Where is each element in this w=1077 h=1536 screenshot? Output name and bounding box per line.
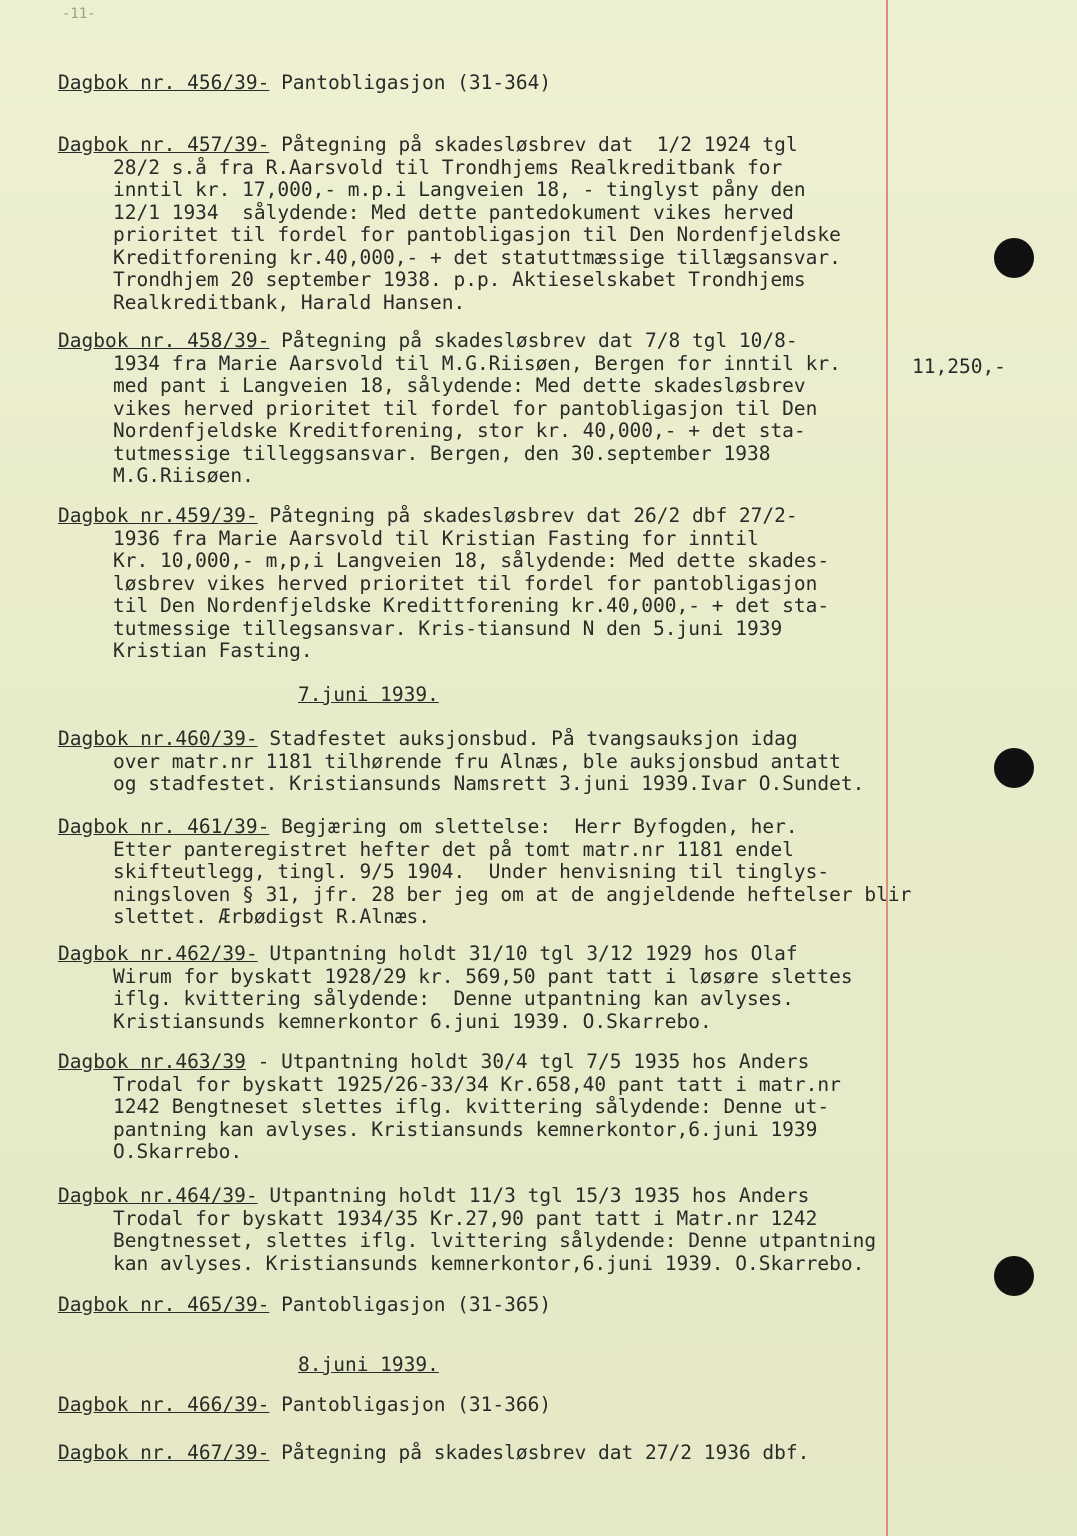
entry-line: 1934 fra Marie Aarsvold til M.G.Riisøen, Bergen for inntil kr. [113,351,841,375]
entry-line: tutmessige tillegsansvar. Kris-tiansund N den 5.juni 1939 [113,616,783,640]
entry-line: Kreditforening kr.40,000,- + det statuttmæssige tillægsansvar. [113,245,841,269]
entry-line: pantning kan avlyses. Kristiansunds kemnerkontor,6.juni 1939 [113,1117,818,1141]
margin-amount: 11,250,- [912,355,1006,378]
ledger-entry [58,72,938,95]
entry-line: Trondhjem 20 september 1938. p.p. Aktieselskabet Trondhjems [113,268,806,291]
entry-line [58,505,938,528]
entry-line [58,816,938,839]
entry-line: iflg. kvittering sålydende: Denne utpantning kan avlyses. [113,987,794,1010]
entry-line: inntil kr. 17,000,- m.p.i Langveien 18, - tinglyst påny den [113,178,806,201]
entry-line: Wirum for byskatt 1928/29 kr. 569,50 pant tatt i løsøre slettes [113,964,853,988]
entry-text: Pantobligasjon (31-366) [269,1393,552,1416]
entry-reference: Dagbok nr. 465/39- [58,1293,270,1316]
entry-line: kan avlyses. Kristiansunds kemnerkontor,6.juni 1939. O.Skarrebo. [113,1251,865,1275]
entry-reference: Dagbok nr. 461/39- [58,815,270,838]
ledger-entry [58,816,938,929]
entry-line: 28/2 s.å fra R.Aarsvold til Trondhjems Realkreditbank for [113,155,783,179]
entry-line: løsbrev vikes herved prioritet til fordel for pantobligasjon [113,571,818,595]
entry-line: skifteutlegg, tingl. 9/5 1904. Under henvisning til tinglys- [113,860,830,883]
entry-line: 1242 Bengtneset slettes iflg. kvittering sålydende: Denne ut- [113,1095,830,1118]
entry-line: slettet. Ærbødigst R.Alnæs. [113,905,430,928]
entry-reference: Dagbok nr.462/39- [58,942,258,965]
corner-mark: -11- [62,6,96,22]
entry-line: vikes herved prioritet til fordel for pantobligasjon til Den [113,396,818,420]
entry-line: M.G.Riisøen. [113,464,254,487]
entry-line: Nordenfjeldske Kreditforening, stor kr. 40,000,- + det sta- [113,419,806,442]
entry-line: over matr.nr 1181 tilhørende fru Alnæs, ble auksjonsbud antatt [113,749,841,773]
entry-reference: Dagbok nr.459/39- [58,504,258,527]
entry-line [58,1394,938,1417]
entry-reference: Dagbok nr.464/39- [58,1184,258,1207]
entry-reference: Dagbok nr.463/39 [58,1050,246,1073]
entry-line: Kr. 10,000,- m,p,i Langveien 18, sålydende: Med dette skades- [113,549,830,572]
ledger-entry [58,1442,938,1465]
entry-text: Pantobligasjon (31-365) [269,1293,552,1316]
entry-reference: Dagbok nr. 457/39- [58,133,270,156]
entry-line: med pant i Langveien 18, sålydende: Med dette skadesløsbrev [113,374,806,397]
ledger-entry [58,728,938,796]
punch-hole [994,748,1034,788]
ledger-entry [58,1185,938,1275]
entry-line: 1936 fra Marie Aarsvold til Kristian Fasting for inntil [113,526,759,550]
entry-line [58,728,938,751]
entry-text: Påtegning på skadesløsbrev dat 27/2 1936 dbf. [269,1441,810,1464]
entry-reference: Dagbok nr. 456/39- [58,71,270,94]
ledger-entry [58,1294,938,1317]
entry-line [58,330,938,353]
ledger-entry [58,134,938,314]
entry-line [58,72,938,95]
entry-line: og stadfestet. Kristiansunds Namsrett 3.juni 1939.Ivar O.Sundet. [113,772,865,795]
date-heading: 7.juni 1939. [298,683,439,706]
entry-text: Begjæring om slettelse: Herr Byfogden, her. [269,815,798,838]
entry-line [58,134,938,157]
entry-line [58,1442,938,1465]
punch-hole [994,1256,1034,1296]
entry-reference: Dagbok nr. 458/39- [58,329,270,352]
ledger-entry [58,330,938,488]
entry-line [58,1185,938,1208]
entry-text: Utpantning holdt 31/10 tgl 3/12 1929 hos Olaf [257,942,798,965]
entry-line: Kristian Fasting. [113,639,313,662]
entry-line [58,1051,938,1074]
entry-line [58,943,938,966]
entry-text: Påtegning på skadesløsbrev dat 1/2 1924 tgl [269,133,798,156]
entry-reference: Dagbok nr.460/39- [58,727,258,750]
entry-line: O.Skarrebo. [113,1140,243,1163]
entry-line: til Den Nordenfjeldske Kredittforening kr.40,000,- + det sta- [113,594,830,617]
ledger-entry [58,1394,938,1417]
entry-text: - Utpantning holdt 30/4 tgl 7/5 1935 hos Anders [245,1050,810,1073]
entry-line: Kristiansunds kemnerkontor 6.juni 1939. O.Skarrebo. [113,1009,712,1033]
entry-line: Realkreditbank, Harald Hansen. [113,290,466,314]
entry-text: Påtegning på skadesløsbrev dat 7/8 tgl 10/8- [269,329,798,352]
entry-line: 12/1 1934 sålydende: Med dette pantedokument vikes herved [113,200,794,224]
entry-line: Etter panteregistret hefter det på tomt matr.nr 1181 endel [113,837,794,861]
ledger-entry [58,1051,938,1164]
punch-hole [994,238,1034,278]
entry-text: Påtegning på skadesløsbrev dat 26/2 dbf 27/2- [257,504,798,527]
entry-text: Utpantning holdt 11/3 tgl 15/3 1935 hos Anders [257,1184,810,1207]
entry-line: prioritet til fordel for pantobligasjon til Den Nordenfjeldske [113,223,841,246]
ledger-entry [58,505,938,663]
ledger-entry [58,943,938,1033]
entry-text: Stadfestet auksjonsbud. På tvangsauksjon idag [257,727,798,750]
entry-reference: Dagbok nr. 467/39- [58,1441,270,1464]
entry-line: ningsloven § 31, jfr. 28 ber jeg om at de angjeldende heftelser blir [113,882,912,906]
entry-line: Trodal for byskatt 1925/26-33/34 Kr.658,40 pant tatt i matr.nr [113,1072,841,1096]
entry-line: tutmessige tilleggsansvar. Bergen, den 30.september 1938 [113,441,771,465]
date-heading: 8.juni 1939. [298,1353,439,1376]
entry-line: Trodal for byskatt 1934/35 Kr.27,90 pant tatt i Matr.nr 1242 [113,1206,818,1230]
entry-text: Pantobligasjon (31-364) [269,71,552,94]
entry-reference: Dagbok nr. 466/39- [58,1393,270,1416]
entry-line [58,1294,938,1317]
entry-line: Bengtnesset, slettes iflg. lvittering sålydende: Denne utpantning [113,1229,877,1252]
